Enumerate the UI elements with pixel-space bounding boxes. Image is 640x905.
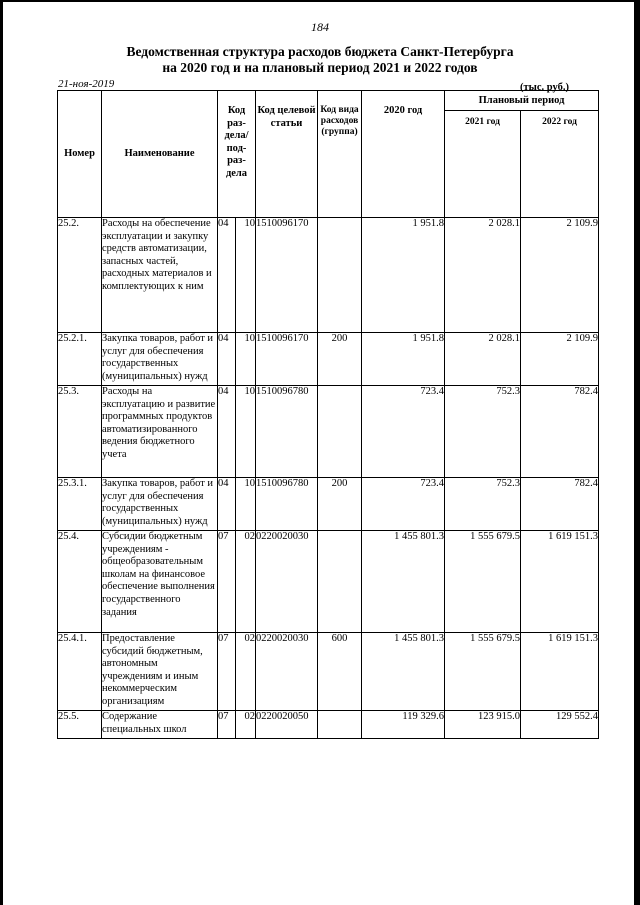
row-subsection: 02: [236, 633, 256, 711]
row-amount-2021: 752.3: [445, 386, 521, 478]
row-type-code: 200: [318, 478, 362, 531]
row-number: 25.3.: [58, 386, 102, 478]
row-name: Субсидии бюджетным учреждениям - общеобразовательным школам на финансовое обеспечение выполнения государственного задания: [102, 531, 218, 633]
row-amount-2022: 1 619 151.3: [521, 633, 599, 711]
row-amount-2021: 752.3: [445, 478, 521, 531]
row-amount-2022: 1 619 151.3: [521, 531, 599, 633]
table-row: [58, 711, 599, 739]
row-section: 07: [218, 633, 236, 711]
page-title: [0, 44, 640, 76]
row-section: 04: [218, 218, 236, 333]
row-subsection: 10: [236, 218, 256, 333]
row-amount-2020: 1 951.8: [362, 218, 445, 333]
scan-edge-top: [0, 0, 640, 2]
row-number: 25.4.: [58, 531, 102, 633]
header-target-code: Код целевой статьи: [256, 91, 318, 218]
row-type-code: [318, 531, 362, 633]
row-target-code: 1510096780: [256, 478, 318, 531]
row-amount-2021: 123 915.0: [445, 711, 521, 739]
row-amount-2021: 1 555 679.5: [445, 633, 521, 711]
header-planned-period: Плановый период: [445, 91, 599, 111]
row-subsection: 10: [236, 333, 256, 386]
row-amount-2020: 119 329.6: [362, 711, 445, 739]
row-section: 04: [218, 386, 236, 478]
row-amount-2020: 1 455 801.3: [362, 531, 445, 633]
row-target-code: 0220020030: [256, 531, 318, 633]
row-target-code: 0220020050: [256, 711, 318, 739]
table-header-row: [58, 91, 599, 111]
row-number: 25.4.1.: [58, 633, 102, 711]
table-row: [58, 386, 599, 478]
row-type-code: 600: [318, 633, 362, 711]
row-number: 25.5.: [58, 711, 102, 739]
row-name: Содержание специальных школ: [102, 711, 218, 739]
row-name: Расходы на обеспечение эксплуатации и закупку средств автоматизации, запасных частей, расходных материалов и комплектующих к ним: [102, 218, 218, 333]
row-section: 07: [218, 711, 236, 739]
header-number: Номер: [58, 91, 102, 218]
row-subsection: 10: [236, 478, 256, 531]
scan-edge-left: [0, 0, 3, 905]
title-line-1: Ведомственная структура расходов бюджета Санкт-Петербурга: [126, 44, 514, 59]
row-type-code: [318, 711, 362, 739]
row-amount-2021: 2 028.1: [445, 218, 521, 333]
row-amount-2020: 723.4: [362, 478, 445, 531]
header-2022: 2022 год: [521, 111, 599, 218]
row-number: 25.3.1.: [58, 478, 102, 531]
row-target-code: 1510096170: [256, 218, 318, 333]
row-name: Предоставление субсидий бюджетным, автономным учреждениям и иным некоммерческим организациям: [102, 633, 218, 711]
row-amount-2022: 782.4: [521, 386, 599, 478]
row-name: Закупка товаров, работ и услуг для обеспечения государственных (муниципальных) нужд: [102, 333, 218, 386]
row-section: 07: [218, 531, 236, 633]
row-type-code: [318, 386, 362, 478]
table-row: [58, 478, 599, 531]
table-row: [58, 531, 599, 633]
header-section-code: Код раз- дела/ под- раз- дела: [218, 91, 256, 218]
scan-edge-right: [634, 0, 640, 905]
row-section: 04: [218, 478, 236, 531]
row-amount-2022: 2 109.9: [521, 333, 599, 386]
document-date: 21-ноя-2019: [58, 78, 115, 90]
header-name: Наименование: [102, 91, 218, 218]
page-number: 184: [311, 20, 329, 34]
budget-table: [57, 90, 599, 739]
row-number: 25.2.1.: [58, 333, 102, 386]
row-amount-2022: 2 109.9: [521, 218, 599, 333]
title-line-2: на 2020 год и на плановый период 2021 и 2022 годов: [162, 60, 478, 75]
row-amount-2022: 129 552.4: [521, 711, 599, 739]
row-amount-2020: 723.4: [362, 386, 445, 478]
units-label: (тыс. руб.): [520, 82, 569, 93]
row-name: Закупка товаров, работ и услуг для обеспечения государственных (муниципальных) нужд: [102, 478, 218, 531]
row-subsection: 10: [236, 386, 256, 478]
table-row: [58, 218, 599, 333]
row-type-code: 200: [318, 333, 362, 386]
header-2021: 2021 год: [445, 111, 521, 218]
header-type-code: Код вида расходов (группа): [318, 91, 362, 218]
row-number: 25.2.: [58, 218, 102, 333]
row-name: Расходы на эксплуатацию и развитие программных продуктов автоматизированного ведения бюджетного учета: [102, 386, 218, 478]
row-subsection: 02: [236, 711, 256, 739]
row-target-code: 0220020030: [256, 633, 318, 711]
table-row: [58, 633, 599, 711]
row-section: 04: [218, 333, 236, 386]
row-amount-2021: 1 555 679.5: [445, 531, 521, 633]
row-amount-2021: 2 028.1: [445, 333, 521, 386]
row-amount-2022: 782.4: [521, 478, 599, 531]
row-type-code: [318, 218, 362, 333]
row-amount-2020: 1 455 801.3: [362, 633, 445, 711]
header-2020: 2020 год: [362, 91, 445, 218]
row-target-code: 1510096170: [256, 333, 318, 386]
table-row: [58, 333, 599, 386]
row-amount-2020: 1 951.8: [362, 333, 445, 386]
row-target-code: 1510096780: [256, 386, 318, 478]
row-subsection: 02: [236, 531, 256, 633]
